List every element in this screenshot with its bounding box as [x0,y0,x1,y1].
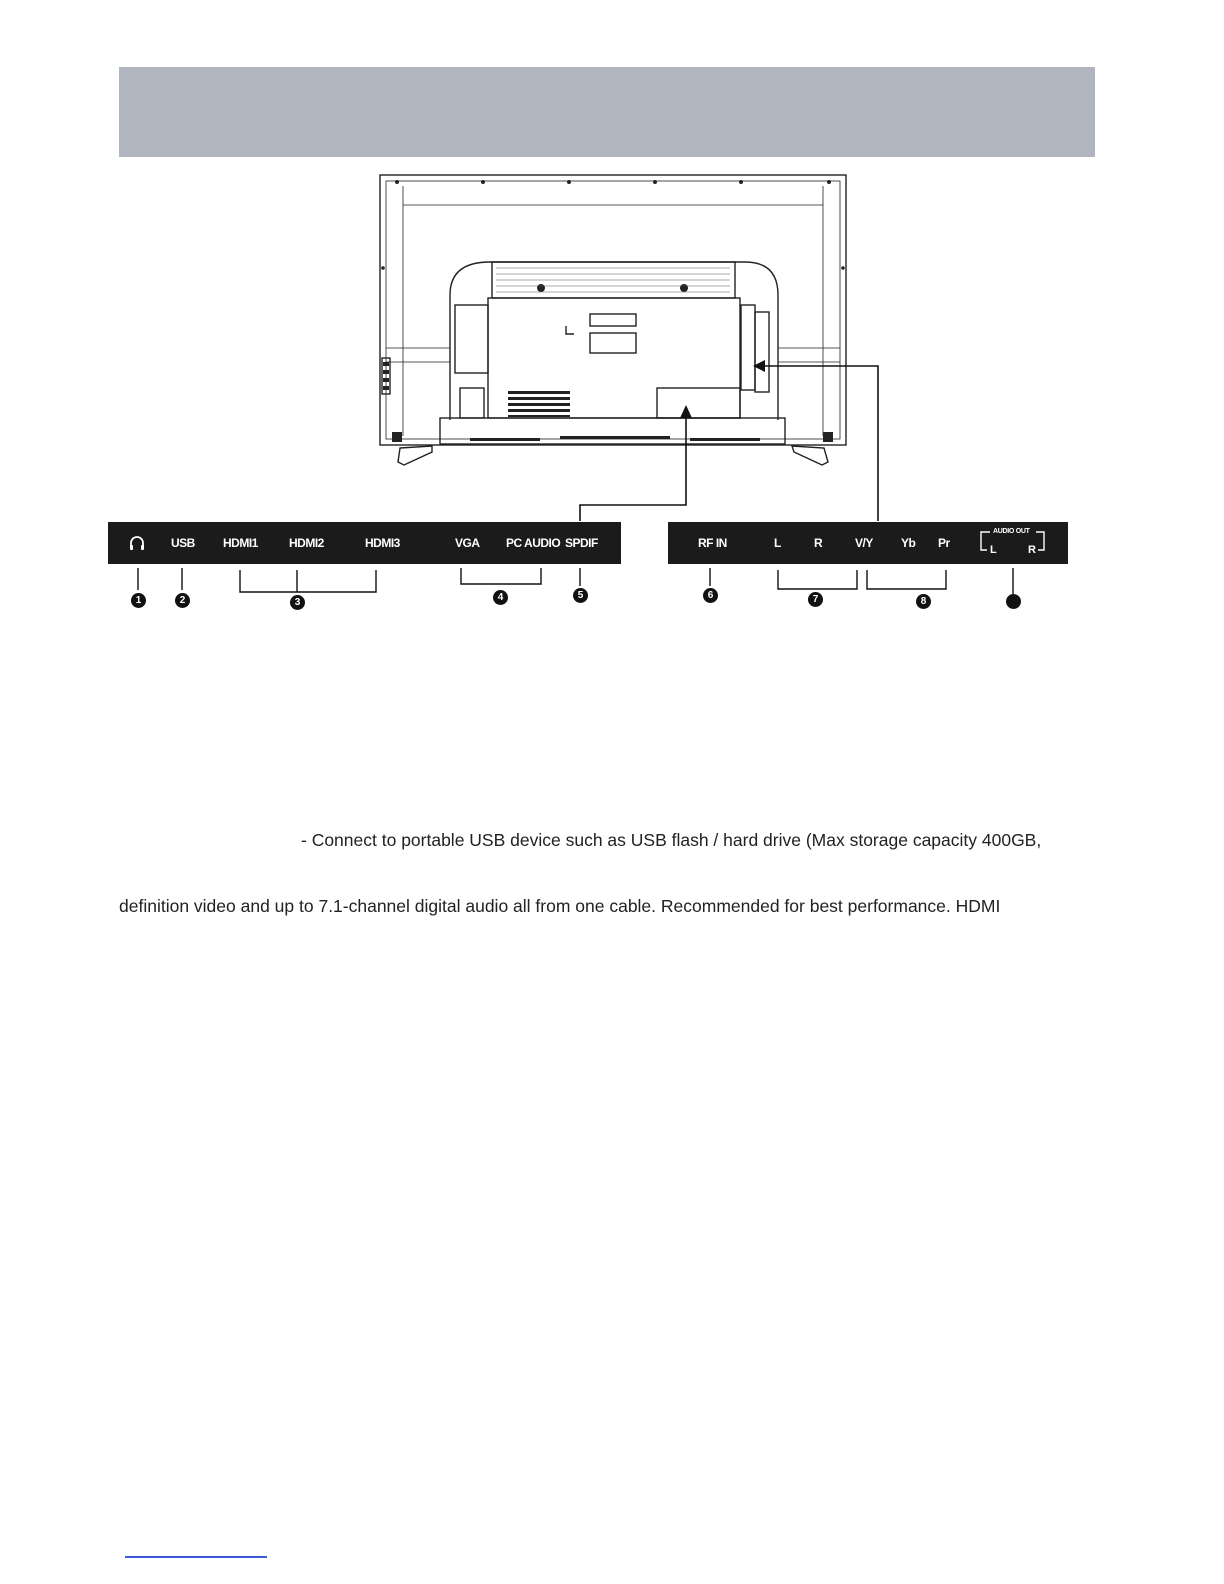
port-rf-in: RF IN [698,536,727,550]
callout-7: 7 [808,592,823,607]
port-hdmi3: HDMI3 [365,536,400,550]
left-connector-panel [108,522,621,564]
port-audio-l: L [774,536,781,550]
leader-line-left-panel [580,418,686,521]
callout-markers [0,560,1224,620]
port-audio-r: R [814,536,823,550]
tv-inner-frame [386,181,840,439]
audio-out-group [980,528,1046,558]
callout-6: 6 [703,588,718,603]
right-stand [792,446,828,465]
audio-out-r: R [1028,544,1036,556]
callout-9 [1006,594,1021,609]
port-spdif: SPDIF [565,536,598,550]
usb-description-line: - Connect to portable USB device such as USB flash / hard drive (Max storage capacity 400GB, [301,830,1042,850]
left-stand [398,446,432,465]
audio-out-l: L [990,544,997,556]
callout-1: 1 [131,593,146,608]
port-hdmi2: HDMI2 [289,536,324,550]
footer-link-underline[interactable] [125,1556,267,1558]
callout-2: 2 [175,593,190,608]
port-pc-audio: PC AUDIO [506,536,561,550]
port-vga: VGA [455,536,480,550]
right-connector-panel [668,522,1068,564]
port-usb: USB [171,536,195,550]
headphone-icon [128,534,146,552]
audio-out-title: AUDIO OUT [993,528,1030,535]
callout-8: 8 [916,594,931,609]
port-hdmi1: HDMI1 [223,536,258,550]
callout-3: 3 [290,595,305,610]
port-yb: Yb [901,536,916,550]
callout-4: 4 [493,590,508,605]
port-pr: Pr [938,536,950,550]
port-vy: V/Y [855,536,873,550]
hdmi-description-line: definition video and up to 7.1-channel digital audio all from one cable. Recommended for best performance. HDMI [119,896,1001,916]
callout-5: 5 [573,588,588,603]
